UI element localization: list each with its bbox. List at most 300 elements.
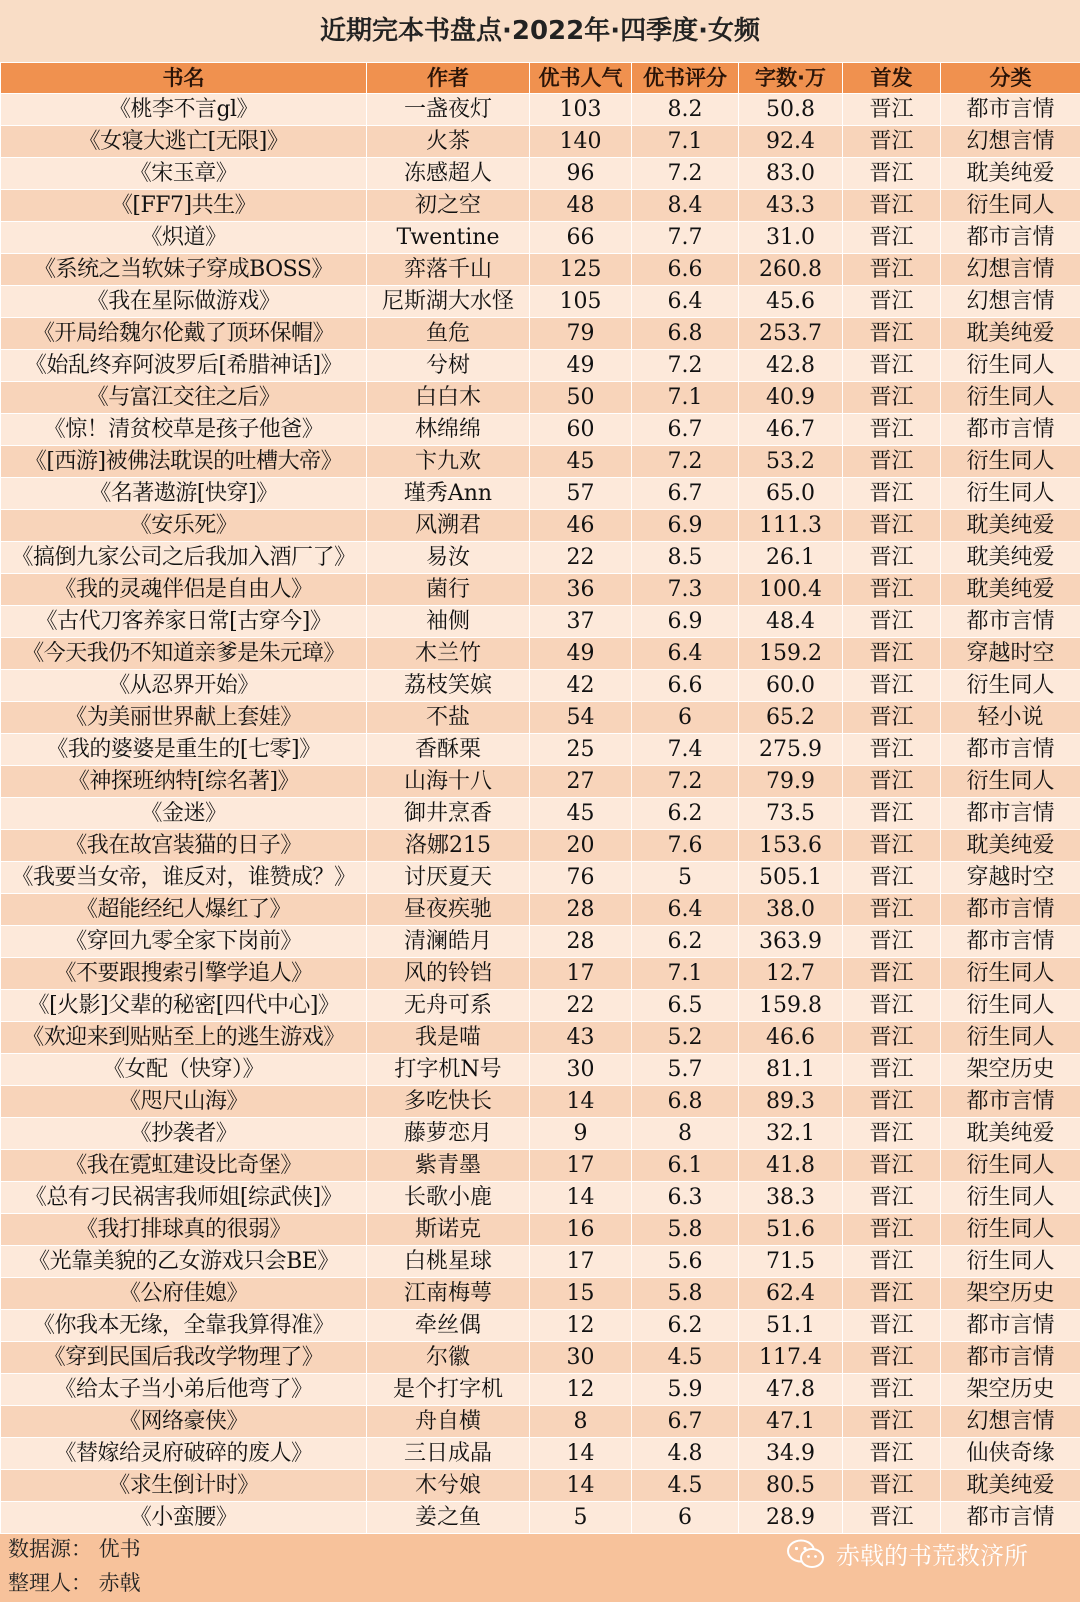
cell-popularity: 12 — [530, 1310, 632, 1342]
table-row — [1, 1214, 1080, 1246]
cell-category: 架空历史 — [941, 1278, 1080, 1310]
cell-author: 易汝 — [367, 542, 530, 574]
cell-author: 白桃星球 — [367, 1246, 530, 1278]
table-row — [1, 254, 1080, 286]
cell-platform: 晋江 — [843, 1054, 941, 1086]
table-row — [1, 1118, 1080, 1150]
cell-popularity: 15 — [530, 1278, 632, 1310]
table-row — [1, 574, 1080, 606]
table-row — [1, 190, 1080, 222]
cell-rating: 4.5 — [632, 1342, 739, 1374]
cell-author: 香酥栗 — [367, 734, 530, 766]
cell-rating: 5.8 — [632, 1214, 739, 1246]
cell-platform: 晋江 — [843, 1118, 941, 1150]
cell-category: 都市言情 — [941, 94, 1080, 126]
table-header-row — [1, 63, 1080, 94]
table-row — [1, 1502, 1080, 1534]
cell-platform: 晋江 — [843, 894, 941, 926]
cell-title: 《为美丽世界献上套娃》 — [1, 702, 367, 734]
cell-rating: 6.4 — [632, 894, 739, 926]
cell-category: 耽美纯爱 — [941, 158, 1080, 190]
table-row — [1, 318, 1080, 350]
cell-popularity: 49 — [530, 350, 632, 382]
cell-wordcount: 260.8 — [739, 254, 843, 286]
cell-category: 衍生同人 — [941, 766, 1080, 798]
cell-platform: 晋江 — [843, 798, 941, 830]
cell-wordcount: 34.9 — [739, 1438, 843, 1470]
cell-rating: 7.4 — [632, 734, 739, 766]
cell-wordcount: 73.5 — [739, 798, 843, 830]
cell-platform: 晋江 — [843, 254, 941, 286]
cell-popularity: 5 — [530, 1502, 632, 1534]
cell-author: 袖侧 — [367, 606, 530, 638]
cell-author: 斯诺克 — [367, 1214, 530, 1246]
cell-wordcount: 92.4 — [739, 126, 843, 158]
cell-title: 《名著遨游[快穿]》 — [1, 478, 367, 510]
table-row — [1, 94, 1080, 126]
cell-wordcount: 65.0 — [739, 478, 843, 510]
cell-popularity: 45 — [530, 446, 632, 478]
cell-platform: 晋江 — [843, 318, 941, 350]
cell-title: 《替嫁给灵府破碎的废人》 — [1, 1438, 367, 1470]
cell-wordcount: 159.2 — [739, 638, 843, 670]
cell-rating: 7.2 — [632, 766, 739, 798]
cell-rating: 7.2 — [632, 158, 739, 190]
cell-category: 耽美纯爱 — [941, 574, 1080, 606]
cell-author: 卞九欢 — [367, 446, 530, 478]
cell-platform: 晋江 — [843, 286, 941, 318]
cell-wordcount: 83.0 — [739, 158, 843, 190]
cell-popularity: 140 — [530, 126, 632, 158]
cell-platform: 晋江 — [843, 1406, 941, 1438]
table-row — [1, 1470, 1080, 1502]
table-row — [1, 734, 1080, 766]
cell-author: 洛娜215 — [367, 830, 530, 862]
cell-category: 都市言情 — [941, 798, 1080, 830]
cell-popularity: 66 — [530, 222, 632, 254]
cell-wordcount: 32.1 — [739, 1118, 843, 1150]
cell-popularity: 43 — [530, 1022, 632, 1054]
cell-author: 我是喵 — [367, 1022, 530, 1054]
cell-author: 尼斯湖大水怪 — [367, 286, 530, 318]
cell-title: 《小蛮腰》 — [1, 1502, 367, 1534]
cell-wordcount: 71.5 — [739, 1246, 843, 1278]
cell-popularity: 17 — [530, 1246, 632, 1278]
cell-title: 《炽道》 — [1, 222, 367, 254]
table-row — [1, 830, 1080, 862]
cell-rating: 6.6 — [632, 254, 739, 286]
cell-wordcount: 47.1 — [739, 1406, 843, 1438]
cell-category: 都市言情 — [941, 734, 1080, 766]
col-header-author: 作者 — [367, 63, 530, 94]
cell-wordcount: 41.8 — [739, 1150, 843, 1182]
cell-platform: 晋江 — [843, 1502, 941, 1534]
cell-rating: 5.9 — [632, 1374, 739, 1406]
cell-platform: 晋江 — [843, 414, 941, 446]
cell-rating: 6.8 — [632, 318, 739, 350]
cell-rating: 6.8 — [632, 1086, 739, 1118]
table-row — [1, 510, 1080, 542]
cell-category: 幻想言情 — [941, 254, 1080, 286]
table-row — [1, 1278, 1080, 1310]
cell-rating: 5.8 — [632, 1278, 739, 1310]
cell-rating: 8.4 — [632, 190, 739, 222]
cell-title: 《古代刀客养家日常[古穿今]》 — [1, 606, 367, 638]
cell-title: 《我打排球真的很弱》 — [1, 1214, 367, 1246]
cell-wordcount: 53.2 — [739, 446, 843, 478]
cell-category: 耽美纯爱 — [941, 510, 1080, 542]
cell-title: 《桃李不言gl》 — [1, 94, 367, 126]
cell-wordcount: 48.4 — [739, 606, 843, 638]
cell-popularity: 46 — [530, 510, 632, 542]
watermark-text: 赤戟的书荒救济所 — [836, 1542, 1028, 1570]
table-row — [1, 542, 1080, 574]
cell-wordcount: 46.6 — [739, 1022, 843, 1054]
cell-title: 《金迷》 — [1, 798, 367, 830]
cell-platform: 晋江 — [843, 510, 941, 542]
cell-category: 衍生同人 — [941, 478, 1080, 510]
cell-title: 《公府佳媳》 — [1, 1278, 367, 1310]
cell-author: 昼夜疾驰 — [367, 894, 530, 926]
cell-popularity: 49 — [530, 638, 632, 670]
cell-wordcount: 81.1 — [739, 1054, 843, 1086]
cell-rating: 4.5 — [632, 1470, 739, 1502]
cell-platform: 晋江 — [843, 1374, 941, 1406]
cell-rating: 8 — [632, 1118, 739, 1150]
table-row — [1, 1406, 1080, 1438]
cell-wordcount: 80.5 — [739, 1470, 843, 1502]
cell-platform: 晋江 — [843, 190, 941, 222]
cell-rating: 7.2 — [632, 446, 739, 478]
cell-author: 尔徽 — [367, 1342, 530, 1374]
cell-popularity: 103 — [530, 94, 632, 126]
table-row — [1, 1310, 1080, 1342]
cell-title: 《宋玉章》 — [1, 158, 367, 190]
cell-rating: 6.6 — [632, 670, 739, 702]
cell-category: 衍生同人 — [941, 1214, 1080, 1246]
cell-author: 林绵绵 — [367, 414, 530, 446]
cell-author: 火茶 — [367, 126, 530, 158]
table-row — [1, 1374, 1080, 1406]
cell-author: 木兰竹 — [367, 638, 530, 670]
cell-category: 衍生同人 — [941, 1150, 1080, 1182]
cell-category: 衍生同人 — [941, 990, 1080, 1022]
table-row — [1, 1150, 1080, 1182]
cell-title: 《总有刁民祸害我师姐[综武侠]》 — [1, 1182, 367, 1214]
cell-wordcount: 47.8 — [739, 1374, 843, 1406]
cell-author: 江南梅萼 — [367, 1278, 530, 1310]
cell-popularity: 14 — [530, 1086, 632, 1118]
cell-author: 清澜皓月 — [367, 926, 530, 958]
cell-popularity: 14 — [530, 1438, 632, 1470]
table-row — [1, 446, 1080, 478]
cell-author: 紫青墨 — [367, 1150, 530, 1182]
cell-title: 《我在霓虹建设比奇堡》 — [1, 1150, 367, 1182]
cell-popularity: 12 — [530, 1374, 632, 1406]
cell-wordcount: 31.0 — [739, 222, 843, 254]
cell-title: 《神探班纳特[综名著]》 — [1, 766, 367, 798]
cell-platform: 晋江 — [843, 1278, 941, 1310]
cell-category: 都市言情 — [941, 606, 1080, 638]
cell-popularity: 27 — [530, 766, 632, 798]
cell-author: 荔枝笑嫔 — [367, 670, 530, 702]
cell-category: 耽美纯爱 — [941, 1118, 1080, 1150]
cell-author: Twentine — [367, 222, 530, 254]
cell-title: 《光靠美貌的乙女游戏只会BE》 — [1, 1246, 367, 1278]
cell-title: 《抄袭者》 — [1, 1118, 367, 1150]
cell-category: 都市言情 — [941, 1310, 1080, 1342]
cell-popularity: 50 — [530, 382, 632, 414]
cell-platform: 晋江 — [843, 126, 941, 158]
cell-author: 风溯君 — [367, 510, 530, 542]
cell-author: 山海十八 — [367, 766, 530, 798]
table-row — [1, 990, 1080, 1022]
cell-popularity: 14 — [530, 1470, 632, 1502]
cell-wordcount: 46.7 — [739, 414, 843, 446]
col-header-platform: 首发 — [843, 63, 941, 94]
cell-author: 弈落千山 — [367, 254, 530, 286]
cell-category: 都市言情 — [941, 1502, 1080, 1534]
cell-popularity: 9 — [530, 1118, 632, 1150]
cell-rating: 7.6 — [632, 830, 739, 862]
cell-category: 衍生同人 — [941, 670, 1080, 702]
cell-author: 长歌小鹿 — [367, 1182, 530, 1214]
cell-author: 不盐 — [367, 702, 530, 734]
cell-popularity: 96 — [530, 158, 632, 190]
cell-wordcount: 40.9 — [739, 382, 843, 414]
cell-popularity: 76 — [530, 862, 632, 894]
cell-wordcount: 38.0 — [739, 894, 843, 926]
cell-category: 都市言情 — [941, 222, 1080, 254]
cell-rating: 7.3 — [632, 574, 739, 606]
table-row — [1, 126, 1080, 158]
cell-category: 都市言情 — [941, 414, 1080, 446]
cell-category: 都市言情 — [941, 1342, 1080, 1374]
cell-platform: 晋江 — [843, 94, 941, 126]
table-row — [1, 222, 1080, 254]
cell-author: 初之空 — [367, 190, 530, 222]
cell-title: 《始乱终弃阿波罗后[希腊神话]》 — [1, 350, 367, 382]
cell-category: 架空历史 — [941, 1054, 1080, 1086]
cell-popularity: 17 — [530, 958, 632, 990]
table-row — [1, 1246, 1080, 1278]
cell-wordcount: 153.6 — [739, 830, 843, 862]
cell-platform: 晋江 — [843, 478, 941, 510]
cell-author: 兮树 — [367, 350, 530, 382]
cell-author: 舟自横 — [367, 1406, 530, 1438]
cell-title: 《女配（快穿）》 — [1, 1054, 367, 1086]
cell-platform: 晋江 — [843, 1470, 941, 1502]
cell-rating: 6.3 — [632, 1182, 739, 1214]
cell-rating: 7.1 — [632, 126, 739, 158]
cell-wordcount: 505.1 — [739, 862, 843, 894]
cell-title: 《欢迎来到贴贴至上的逃生游戏》 — [1, 1022, 367, 1054]
table-row — [1, 1086, 1080, 1118]
cell-wordcount: 363.9 — [739, 926, 843, 958]
cell-title: 《我在故宫装猫的日子》 — [1, 830, 367, 862]
cell-popularity: 37 — [530, 606, 632, 638]
cell-platform: 晋江 — [843, 1246, 941, 1278]
footer-credits — [8, 1532, 141, 1600]
cell-popularity: 14 — [530, 1182, 632, 1214]
cell-title: 《今天我仍不知道亲爹是朱元璋》 — [1, 638, 367, 670]
cell-popularity: 16 — [530, 1214, 632, 1246]
table-row — [1, 798, 1080, 830]
cell-platform: 晋江 — [843, 1022, 941, 1054]
cell-platform: 晋江 — [843, 1438, 941, 1470]
cell-platform: 晋江 — [843, 1342, 941, 1374]
cell-wordcount: 159.8 — [739, 990, 843, 1022]
cell-rating: 6 — [632, 1502, 739, 1534]
cell-wordcount: 26.1 — [739, 542, 843, 574]
cell-author: 藤萝恋月 — [367, 1118, 530, 1150]
cell-author: 木兮娘 — [367, 1470, 530, 1502]
cell-popularity: 48 — [530, 190, 632, 222]
cell-popularity: 22 — [530, 542, 632, 574]
cell-category: 轻小说 — [941, 702, 1080, 734]
table-row — [1, 478, 1080, 510]
cell-category: 耽美纯爱 — [941, 830, 1080, 862]
cell-wordcount: 51.1 — [739, 1310, 843, 1342]
cell-platform: 晋江 — [843, 382, 941, 414]
cell-popularity: 20 — [530, 830, 632, 862]
cell-platform: 晋江 — [843, 1310, 941, 1342]
cell-category: 衍生同人 — [941, 1182, 1080, 1214]
cell-title: 《[火影]父辈的秘密[四代中心]》 — [1, 990, 367, 1022]
cell-title: 《我在星际做游戏》 — [1, 286, 367, 318]
cell-wordcount: 51.6 — [739, 1214, 843, 1246]
page-title: 近期完本书盘点·2022年·四季度·女频 — [0, 0, 1080, 63]
cell-rating: 6.9 — [632, 510, 739, 542]
book-table — [0, 62, 1080, 1534]
cell-platform: 晋江 — [843, 766, 941, 798]
cell-title: 《[FF7]共生》 — [1, 190, 367, 222]
cell-platform: 晋江 — [843, 862, 941, 894]
cell-author: 是个打字机 — [367, 1374, 530, 1406]
cell-rating: 6.2 — [632, 926, 739, 958]
cell-platform: 晋江 — [843, 574, 941, 606]
cell-rating: 5.6 — [632, 1246, 739, 1278]
cell-title: 《女寝大逃亡[无限]》 — [1, 126, 367, 158]
cell-platform: 晋江 — [843, 222, 941, 254]
wechat-icon — [786, 1538, 826, 1570]
cell-title: 《[西游]被佛法耽误的吐槽大帝》 — [1, 446, 367, 478]
cell-title: 《给太子当小弟后他弯了》 — [1, 1374, 367, 1406]
cell-rating: 8.2 — [632, 94, 739, 126]
cell-author: 讨厌夏天 — [367, 862, 530, 894]
footer-editor: 整理人： 赤戟 — [8, 1571, 141, 1595]
cell-wordcount: 60.0 — [739, 670, 843, 702]
table-row — [1, 894, 1080, 926]
cell-category: 穿越时空 — [941, 862, 1080, 894]
cell-author: 冻感超人 — [367, 158, 530, 190]
cell-popularity: 45 — [530, 798, 632, 830]
cell-category: 衍生同人 — [941, 350, 1080, 382]
col-header-rating: 优书评分 — [632, 63, 739, 94]
cell-category: 都市言情 — [941, 1086, 1080, 1118]
cell-rating: 6.5 — [632, 990, 739, 1022]
table-row — [1, 1182, 1080, 1214]
cell-category: 衍生同人 — [941, 446, 1080, 478]
cell-author: 打字机N号 — [367, 1054, 530, 1086]
cell-wordcount: 275.9 — [739, 734, 843, 766]
footer-source: 数据源： 优书 — [8, 1537, 141, 1561]
cell-platform: 晋江 — [843, 670, 941, 702]
cell-author: 牵丝偶 — [367, 1310, 530, 1342]
cell-author: 菌行 — [367, 574, 530, 606]
cell-title: 《超能经纪人爆红了》 — [1, 894, 367, 926]
cell-category: 都市言情 — [941, 926, 1080, 958]
cell-wordcount: 65.2 — [739, 702, 843, 734]
cell-author: 无舟可系 — [367, 990, 530, 1022]
cell-category: 幻想言情 — [941, 286, 1080, 318]
table-row — [1, 926, 1080, 958]
table-row — [1, 1054, 1080, 1086]
cell-rating: 6.9 — [632, 606, 739, 638]
cell-rating: 6 — [632, 702, 739, 734]
cell-rating: 5 — [632, 862, 739, 894]
cell-category: 都市言情 — [941, 894, 1080, 926]
cell-popularity: 57 — [530, 478, 632, 510]
cell-title: 《网络豪侠》 — [1, 1406, 367, 1438]
cell-rating: 6.7 — [632, 1406, 739, 1438]
cell-platform: 晋江 — [843, 1150, 941, 1182]
cell-wordcount: 62.4 — [739, 1278, 843, 1310]
cell-rating: 6.7 — [632, 478, 739, 510]
cell-platform: 晋江 — [843, 1214, 941, 1246]
cell-author: 三日成晶 — [367, 1438, 530, 1470]
cell-category: 衍生同人 — [941, 190, 1080, 222]
cell-rating: 6.4 — [632, 286, 739, 318]
cell-platform: 晋江 — [843, 830, 941, 862]
cell-wordcount: 79.9 — [739, 766, 843, 798]
cell-title: 《我要当女帝，谁反对，谁赞成？》 — [1, 862, 367, 894]
cell-popularity: 54 — [530, 702, 632, 734]
cell-author: 风的铃铛 — [367, 958, 530, 990]
cell-platform: 晋江 — [843, 1182, 941, 1214]
cell-title: 《惊！清贫校草是孩子他爸》 — [1, 414, 367, 446]
watermark — [786, 1536, 1028, 1571]
table-row — [1, 638, 1080, 670]
table-row — [1, 670, 1080, 702]
cell-author: 多吃快长 — [367, 1086, 530, 1118]
cell-wordcount: 111.3 — [739, 510, 843, 542]
cell-platform: 晋江 — [843, 990, 941, 1022]
cell-rating: 6.4 — [632, 638, 739, 670]
table-body — [1, 94, 1080, 1534]
cell-popularity: 60 — [530, 414, 632, 446]
cell-category: 耽美纯爱 — [941, 1470, 1080, 1502]
table-row — [1, 702, 1080, 734]
table-row — [1, 414, 1080, 446]
cell-rating: 7.1 — [632, 382, 739, 414]
cell-platform: 晋江 — [843, 734, 941, 766]
cell-platform: 晋江 — [843, 446, 941, 478]
cell-title: 《不要跟搜索引擎学追人》 — [1, 958, 367, 990]
table-row — [1, 382, 1080, 414]
cell-title: 《从忍界开始》 — [1, 670, 367, 702]
cell-category: 架空历史 — [941, 1374, 1080, 1406]
cell-platform: 晋江 — [843, 542, 941, 574]
col-header-wordcount: 字数·万 — [739, 63, 843, 94]
cell-wordcount: 42.8 — [739, 350, 843, 382]
cell-popularity: 17 — [530, 1150, 632, 1182]
cell-popularity: 28 — [530, 926, 632, 958]
cell-popularity: 125 — [530, 254, 632, 286]
cell-wordcount: 45.6 — [739, 286, 843, 318]
cell-wordcount: 12.7 — [739, 958, 843, 990]
cell-title: 《系统之当软妹子穿成BOSS》 — [1, 254, 367, 286]
